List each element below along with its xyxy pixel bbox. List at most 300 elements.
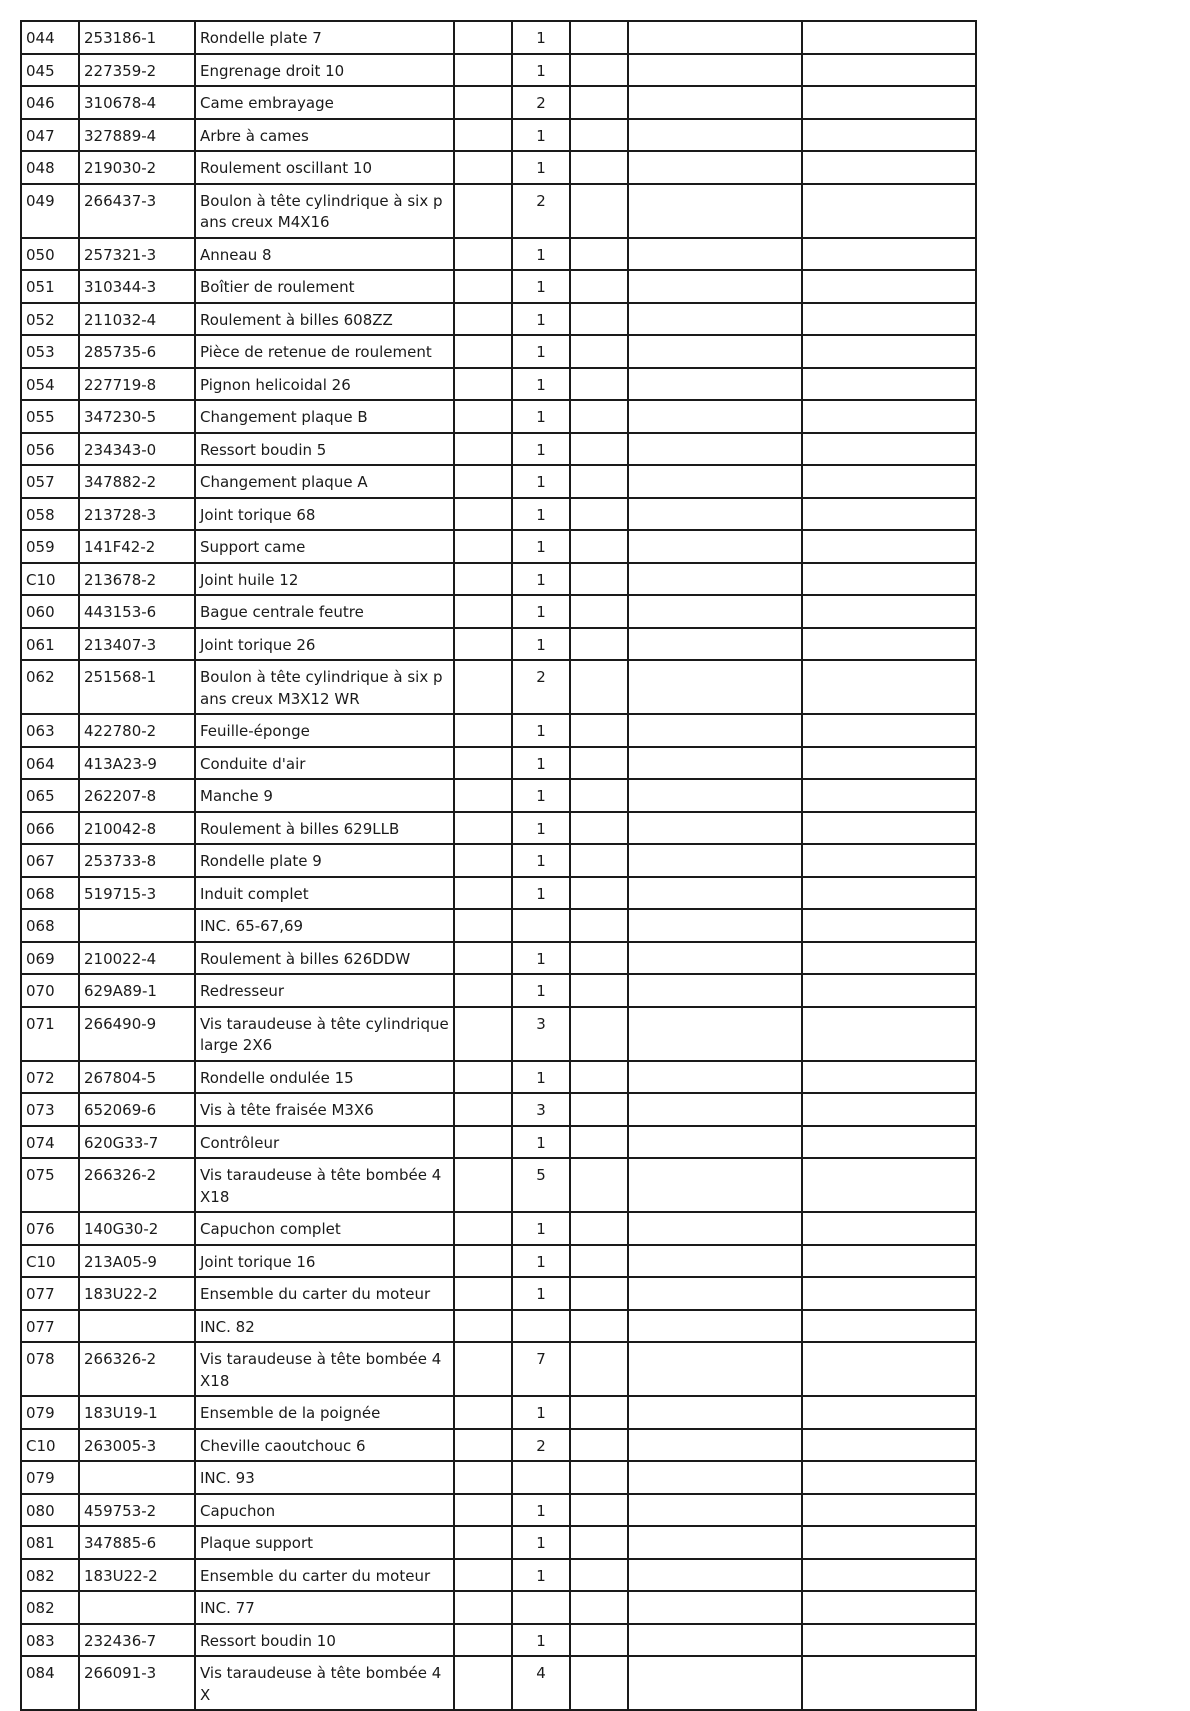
blank-cell xyxy=(454,1245,512,1278)
blank-cell xyxy=(570,595,628,628)
blank-cell xyxy=(802,1126,976,1159)
quantity-cell xyxy=(512,1310,570,1343)
blank-cell xyxy=(454,465,512,498)
table-row xyxy=(21,1061,976,1094)
description-cell: Pièce de retenue de roulement xyxy=(195,335,454,368)
item-number-cell: C10 xyxy=(21,1429,79,1462)
table-row xyxy=(21,1494,976,1527)
item-number-cell: 083 xyxy=(21,1624,79,1657)
parts-list-body xyxy=(21,21,976,1710)
part-reference-cell: 443153-6 xyxy=(79,595,195,628)
blank-cell xyxy=(802,303,976,336)
table-row xyxy=(21,628,976,661)
item-number-cell: 053 xyxy=(21,335,79,368)
blank-cell xyxy=(628,595,802,628)
blank-cell xyxy=(454,942,512,975)
blank-cell xyxy=(628,714,802,747)
description-cell: Capuchon complet xyxy=(195,1212,454,1245)
blank-cell xyxy=(454,498,512,531)
part-reference-cell: 266326-2 xyxy=(79,1342,195,1396)
table-row xyxy=(21,86,976,119)
blank-cell xyxy=(802,21,976,54)
blank-cell xyxy=(802,1310,976,1343)
blank-cell xyxy=(802,844,976,877)
table-row xyxy=(21,1126,976,1159)
blank-cell xyxy=(802,909,976,942)
quantity-cell: 1 xyxy=(512,530,570,563)
blank-cell xyxy=(802,1591,976,1624)
quantity-cell: 1 xyxy=(512,151,570,184)
blank-cell xyxy=(628,812,802,845)
table-row xyxy=(21,595,976,628)
quantity-cell: 1 xyxy=(512,1212,570,1245)
table-row xyxy=(21,54,976,87)
blank-cell xyxy=(570,1396,628,1429)
part-reference-cell: 211032-4 xyxy=(79,303,195,336)
item-number-cell: 065 xyxy=(21,779,79,812)
blank-cell xyxy=(628,335,802,368)
part-reference-cell: 285735-6 xyxy=(79,335,195,368)
blank-cell xyxy=(802,498,976,531)
blank-cell xyxy=(628,1310,802,1343)
quantity-cell: 1 xyxy=(512,368,570,401)
table-row xyxy=(21,1461,976,1494)
blank-cell xyxy=(628,465,802,498)
blank-cell xyxy=(454,877,512,910)
blank-cell xyxy=(454,747,512,780)
quantity-cell: 1 xyxy=(512,465,570,498)
blank-cell xyxy=(454,1158,512,1212)
blank-cell xyxy=(570,433,628,466)
blank-cell xyxy=(628,1461,802,1494)
blank-cell xyxy=(454,368,512,401)
item-number-cell: 082 xyxy=(21,1591,79,1624)
item-number-cell: 071 xyxy=(21,1007,79,1061)
quantity-cell: 1 xyxy=(512,400,570,433)
table-row xyxy=(21,433,976,466)
blank-cell xyxy=(802,779,976,812)
blank-cell xyxy=(454,1591,512,1624)
blank-cell xyxy=(802,1494,976,1527)
blank-cell xyxy=(628,942,802,975)
blank-cell xyxy=(628,151,802,184)
item-number-cell: 058 xyxy=(21,498,79,531)
blank-cell xyxy=(802,714,976,747)
blank-cell xyxy=(454,660,512,714)
quantity-cell: 1 xyxy=(512,628,570,661)
item-number-cell: 079 xyxy=(21,1461,79,1494)
table-row xyxy=(21,465,976,498)
part-reference-cell xyxy=(79,1310,195,1343)
quantity-cell: 1 xyxy=(512,1396,570,1429)
item-number-cell: 064 xyxy=(21,747,79,780)
description-cell: Bague centrale feutre xyxy=(195,595,454,628)
blank-cell xyxy=(628,54,802,87)
item-number-cell: 052 xyxy=(21,303,79,336)
quantity-cell: 1 xyxy=(512,303,570,336)
description-cell: Redresseur xyxy=(195,974,454,1007)
part-reference-cell: 266437-3 xyxy=(79,184,195,238)
table-row xyxy=(21,1591,976,1624)
item-number-cell: 044 xyxy=(21,21,79,54)
blank-cell xyxy=(802,184,976,238)
blank-cell xyxy=(570,1494,628,1527)
blank-cell xyxy=(454,400,512,433)
item-number-cell: 070 xyxy=(21,974,79,1007)
blank-cell xyxy=(454,86,512,119)
item-number-cell: 068 xyxy=(21,909,79,942)
table-row xyxy=(21,563,976,596)
item-number-cell: 072 xyxy=(21,1061,79,1094)
blank-cell xyxy=(802,151,976,184)
description-cell: Rondelle plate 7 xyxy=(195,21,454,54)
blank-cell xyxy=(802,1277,976,1310)
blank-cell xyxy=(802,238,976,271)
description-cell: INC. 77 xyxy=(195,1591,454,1624)
table-row xyxy=(21,877,976,910)
blank-cell xyxy=(570,1624,628,1657)
blank-cell xyxy=(570,498,628,531)
quantity-cell: 1 xyxy=(512,714,570,747)
description-cell: Boulon à tête cylindrique à six pans creux M3X12 WR xyxy=(195,660,454,714)
description-cell: Vis taraudeuse à tête bombée 4X18 xyxy=(195,1158,454,1212)
part-reference-cell: 251568-1 xyxy=(79,660,195,714)
blank-cell xyxy=(628,1126,802,1159)
description-cell: Contrôleur xyxy=(195,1126,454,1159)
description-cell: Vis taraudeuse à tête bombée 4X18 xyxy=(195,1342,454,1396)
blank-cell xyxy=(454,1007,512,1061)
table-row xyxy=(21,779,976,812)
item-number-cell: 049 xyxy=(21,184,79,238)
quantity-cell: 1 xyxy=(512,433,570,466)
blank-cell xyxy=(570,1277,628,1310)
item-number-cell: 068 xyxy=(21,877,79,910)
part-reference-cell: 232436-7 xyxy=(79,1624,195,1657)
blank-cell xyxy=(628,779,802,812)
quantity-cell: 1 xyxy=(512,54,570,87)
description-cell: Ensemble du carter du moteur xyxy=(195,1277,454,1310)
blank-cell xyxy=(454,628,512,661)
blank-cell xyxy=(570,628,628,661)
table-row xyxy=(21,400,976,433)
blank-cell xyxy=(802,595,976,628)
part-reference-cell xyxy=(79,1591,195,1624)
quantity-cell: 1 xyxy=(512,270,570,303)
blank-cell xyxy=(454,1093,512,1126)
item-number-cell: 077 xyxy=(21,1310,79,1343)
blank-cell xyxy=(570,942,628,975)
part-reference-cell: 263005-3 xyxy=(79,1429,195,1462)
blank-cell xyxy=(454,1494,512,1527)
part-reference-cell: 620G33-7 xyxy=(79,1126,195,1159)
blank-cell xyxy=(454,812,512,845)
blank-cell xyxy=(628,433,802,466)
description-cell: Ensemble de la poignée xyxy=(195,1396,454,1429)
blank-cell xyxy=(628,119,802,152)
description-cell: Conduite d'air xyxy=(195,747,454,780)
blank-cell xyxy=(802,530,976,563)
part-reference-cell: 519715-3 xyxy=(79,877,195,910)
blank-cell xyxy=(570,1526,628,1559)
quantity-cell: 2 xyxy=(512,1429,570,1462)
description-cell: Ensemble du carter du moteur xyxy=(195,1559,454,1592)
table-row xyxy=(21,1526,976,1559)
blank-cell xyxy=(570,844,628,877)
quantity-cell: 1 xyxy=(512,747,570,780)
quantity-cell: 2 xyxy=(512,184,570,238)
blank-cell xyxy=(454,909,512,942)
quantity-cell: 3 xyxy=(512,1007,570,1061)
blank-cell xyxy=(628,1007,802,1061)
blank-cell xyxy=(454,184,512,238)
part-reference-cell: 210022-4 xyxy=(79,942,195,975)
blank-cell xyxy=(570,1310,628,1343)
item-number-cell: 050 xyxy=(21,238,79,271)
blank-cell xyxy=(628,563,802,596)
blank-cell xyxy=(454,21,512,54)
description-cell: Capuchon xyxy=(195,1494,454,1527)
blank-cell xyxy=(570,465,628,498)
item-number-cell: 082 xyxy=(21,1559,79,1592)
part-reference-cell: 213678-2 xyxy=(79,563,195,596)
blank-cell xyxy=(628,909,802,942)
description-cell: Joint torique 16 xyxy=(195,1245,454,1278)
part-reference-cell: 347230-5 xyxy=(79,400,195,433)
quantity-cell: 1 xyxy=(512,974,570,1007)
blank-cell xyxy=(570,335,628,368)
blank-cell xyxy=(454,1342,512,1396)
blank-cell xyxy=(628,1429,802,1462)
item-number-cell: 074 xyxy=(21,1126,79,1159)
blank-cell xyxy=(802,563,976,596)
part-reference-cell: 183U22-2 xyxy=(79,1277,195,1310)
quantity-cell: 1 xyxy=(512,779,570,812)
part-reference-cell: 227359-2 xyxy=(79,54,195,87)
blank-cell xyxy=(802,86,976,119)
quantity-cell: 1 xyxy=(512,119,570,152)
blank-cell xyxy=(628,1526,802,1559)
part-reference-cell: 629A89-1 xyxy=(79,974,195,1007)
item-number-cell: 081 xyxy=(21,1526,79,1559)
blank-cell xyxy=(628,21,802,54)
quantity-cell: 1 xyxy=(512,1061,570,1094)
table-row xyxy=(21,747,976,780)
blank-cell xyxy=(570,1061,628,1094)
description-cell: Ressort boudin 5 xyxy=(195,433,454,466)
table-row xyxy=(21,335,976,368)
part-reference-cell: 347885-6 xyxy=(79,1526,195,1559)
blank-cell xyxy=(570,530,628,563)
part-reference-cell xyxy=(79,909,195,942)
blank-cell xyxy=(570,238,628,271)
item-number-cell: 059 xyxy=(21,530,79,563)
table-row xyxy=(21,909,976,942)
description-cell: Engrenage droit 10 xyxy=(195,54,454,87)
item-number-cell: 078 xyxy=(21,1342,79,1396)
blank-cell xyxy=(628,400,802,433)
blank-cell xyxy=(628,86,802,119)
description-cell: INC. 93 xyxy=(195,1461,454,1494)
part-reference-cell: 140G30-2 xyxy=(79,1212,195,1245)
blank-cell xyxy=(628,1559,802,1592)
part-reference-cell: 327889-4 xyxy=(79,119,195,152)
quantity-cell: 1 xyxy=(512,1494,570,1527)
blank-cell xyxy=(570,400,628,433)
description-cell: Cheville caoutchouc 6 xyxy=(195,1429,454,1462)
part-reference-cell: 459753-2 xyxy=(79,1494,195,1527)
description-cell: INC. 65-67,69 xyxy=(195,909,454,942)
blank-cell xyxy=(454,335,512,368)
quantity-cell: 1 xyxy=(512,844,570,877)
quantity-cell: 1 xyxy=(512,1624,570,1657)
blank-cell xyxy=(454,1461,512,1494)
blank-cell xyxy=(454,714,512,747)
item-number-cell: 066 xyxy=(21,812,79,845)
blank-cell xyxy=(628,628,802,661)
blank-cell xyxy=(454,563,512,596)
part-reference-cell: 210042-8 xyxy=(79,812,195,845)
blank-cell xyxy=(802,465,976,498)
quantity-cell: 1 xyxy=(512,1559,570,1592)
blank-cell xyxy=(628,238,802,271)
description-cell: Roulement à billes 629LLB xyxy=(195,812,454,845)
description-cell: Vis à tête fraisée M3X6 xyxy=(195,1093,454,1126)
quantity-cell: 1 xyxy=(512,877,570,910)
blank-cell xyxy=(802,433,976,466)
description-cell: Joint torique 26 xyxy=(195,628,454,661)
table-row xyxy=(21,942,976,975)
item-number-cell: 080 xyxy=(21,1494,79,1527)
description-cell: Joint huile 12 xyxy=(195,563,454,596)
blank-cell xyxy=(628,1624,802,1657)
blank-cell xyxy=(628,1656,802,1710)
item-number-cell: 055 xyxy=(21,400,79,433)
blank-cell xyxy=(628,1396,802,1429)
blank-cell xyxy=(802,1212,976,1245)
blank-cell xyxy=(454,433,512,466)
parts-list-table xyxy=(20,20,977,1711)
item-number-cell: 051 xyxy=(21,270,79,303)
blank-cell xyxy=(570,714,628,747)
table-row xyxy=(21,184,976,238)
blank-cell xyxy=(802,974,976,1007)
item-number-cell: 069 xyxy=(21,942,79,975)
part-reference-cell: 257321-3 xyxy=(79,238,195,271)
item-number-cell: 079 xyxy=(21,1396,79,1429)
table-row xyxy=(21,530,976,563)
quantity-cell: 7 xyxy=(512,1342,570,1396)
blank-cell xyxy=(454,595,512,628)
part-reference-cell: 213407-3 xyxy=(79,628,195,661)
description-cell: Induit complet xyxy=(195,877,454,910)
blank-cell xyxy=(570,563,628,596)
table-row xyxy=(21,1007,976,1061)
item-number-cell: 077 xyxy=(21,1277,79,1310)
blank-cell xyxy=(628,1245,802,1278)
table-row xyxy=(21,303,976,336)
quantity-cell: 1 xyxy=(512,812,570,845)
table-row xyxy=(21,1429,976,1462)
part-reference-cell: 422780-2 xyxy=(79,714,195,747)
blank-cell xyxy=(570,1126,628,1159)
blank-cell xyxy=(570,21,628,54)
part-reference-cell: 310678-4 xyxy=(79,86,195,119)
part-reference-cell: 266490-9 xyxy=(79,1007,195,1061)
blank-cell xyxy=(802,335,976,368)
table-row xyxy=(21,1310,976,1343)
blank-cell xyxy=(802,368,976,401)
item-number-cell: 062 xyxy=(21,660,79,714)
part-reference-cell: 183U19-1 xyxy=(79,1396,195,1429)
blank-cell xyxy=(454,303,512,336)
table-row xyxy=(21,1396,976,1429)
item-number-cell: 048 xyxy=(21,151,79,184)
blank-cell xyxy=(570,119,628,152)
description-cell: Plaque support xyxy=(195,1526,454,1559)
description-cell: Boulon à tête cylindrique à six pans creux M4X16 xyxy=(195,184,454,238)
part-reference-cell: 219030-2 xyxy=(79,151,195,184)
table-row xyxy=(21,270,976,303)
description-cell: Roulement à billes 626DDW xyxy=(195,942,454,975)
blank-cell xyxy=(570,747,628,780)
blank-cell xyxy=(802,270,976,303)
table-row xyxy=(21,238,976,271)
description-cell: Came embrayage xyxy=(195,86,454,119)
blank-cell xyxy=(802,1061,976,1094)
blank-cell xyxy=(802,1396,976,1429)
blank-cell xyxy=(628,530,802,563)
blank-cell xyxy=(802,877,976,910)
item-number-cell: 061 xyxy=(21,628,79,661)
blank-cell xyxy=(628,303,802,336)
part-reference-cell: 227719-8 xyxy=(79,368,195,401)
part-reference-cell: 347882-2 xyxy=(79,465,195,498)
blank-cell xyxy=(570,86,628,119)
blank-cell xyxy=(454,1656,512,1710)
blank-cell xyxy=(570,1007,628,1061)
blank-cell xyxy=(454,1429,512,1462)
quantity-cell xyxy=(512,909,570,942)
quantity-cell xyxy=(512,1461,570,1494)
part-reference-cell: 234343-0 xyxy=(79,433,195,466)
part-reference-cell: 262207-8 xyxy=(79,779,195,812)
table-row xyxy=(21,974,976,1007)
blank-cell xyxy=(570,1429,628,1462)
blank-cell xyxy=(454,779,512,812)
item-number-cell: 056 xyxy=(21,433,79,466)
table-row xyxy=(21,368,976,401)
blank-cell xyxy=(570,184,628,238)
table-row xyxy=(21,844,976,877)
quantity-cell: 1 xyxy=(512,1526,570,1559)
blank-cell xyxy=(454,1126,512,1159)
part-reference-cell: 266326-2 xyxy=(79,1158,195,1212)
description-cell: Vis taraudeuse à tête bombée 4X xyxy=(195,1656,454,1710)
blank-cell xyxy=(628,747,802,780)
blank-cell xyxy=(570,1559,628,1592)
part-reference-cell xyxy=(79,1461,195,1494)
part-reference-cell: 253733-8 xyxy=(79,844,195,877)
table-row xyxy=(21,714,976,747)
blank-cell xyxy=(802,1559,976,1592)
description-cell: Manche 9 xyxy=(195,779,454,812)
table-row xyxy=(21,812,976,845)
description-cell: Feuille-éponge xyxy=(195,714,454,747)
blank-cell xyxy=(454,119,512,152)
blank-cell xyxy=(570,1656,628,1710)
item-number-cell: 060 xyxy=(21,595,79,628)
description-cell: Joint torique 68 xyxy=(195,498,454,531)
